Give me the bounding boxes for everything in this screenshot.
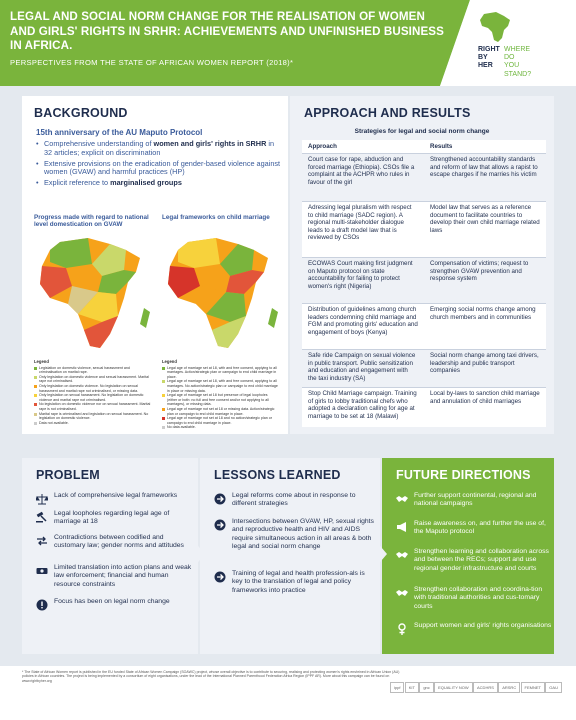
partner-logo: EQUALITY NOW	[434, 682, 473, 693]
chevron-right-icon	[193, 540, 205, 568]
background-bullet: • Explicit reference to marginalised groups	[36, 179, 284, 188]
legend-item: Legal age of marriage set at 18, with and free consent, applying to all marriages. No action/strategic plan or campaign to end child marriage in place or missing data.	[162, 379, 278, 393]
table-row: Safe ride Campaign on sexual violence in public transport. Public sensitization and education and engagement with the taxi industry (SA) Social norm change among taxi drivers, leadership and public transport companies	[302, 349, 546, 387]
problem-item: Legal loopholes regarding legal age of marriage at 18	[36, 510, 196, 527]
page-title: LEGAL AND SOCIAL NORM CHANGE FOR THE REALISATION OF WOMEN AND GIRLS' RIGHTS IN SRHR: ACHIEVEMENTS AND UNFINISHED BUSINESS IN AFRICA.	[10, 10, 444, 52]
partner-logo: gnc	[419, 682, 433, 693]
scales-icon	[36, 493, 48, 505]
background-bullets	[36, 140, 284, 190]
lessons-item: Training of legal and health profession-als is key to the translation of legal and policy frameworks into practice	[214, 570, 374, 595]
arrow-right-icon	[214, 571, 226, 583]
right-by-her-logo	[470, 10, 570, 82]
partner-logos	[390, 680, 562, 694]
future-item: Further support continental, regional and national campaigns	[396, 492, 556, 509]
footer	[0, 666, 576, 720]
lessons-panel	[200, 458, 380, 654]
problem-item: Contradictions between codified and customary law; gender norms and attitudes	[36, 534, 196, 551]
logo-word-6: YOU	[504, 62, 520, 70]
legend-item: Legal age of marriage not set at 18 and no action/strategic plan or campaign to end child marriage in place.	[162, 416, 278, 425]
map1-title: Progress made with regard to national level domestication on GVAW	[34, 214, 149, 229]
gvaw-map	[32, 236, 156, 354]
page-subtitle: PERSPECTIVES FROM THE STATE OF AFRICAN WOMEN REPORT (2018)*	[10, 57, 294, 67]
logo-word-3: HER	[478, 62, 493, 70]
handshake-icon	[396, 493, 408, 505]
problem-panel	[22, 458, 198, 654]
logo-word-2: BY	[478, 54, 488, 62]
problem-item: Focus has been on legal norm change	[36, 598, 196, 611]
partner-logo: ARSRC	[498, 682, 520, 693]
money-icon	[36, 565, 48, 577]
arrow-right-icon	[214, 493, 226, 505]
lessons-item: Legal reforms come about in response to different strategies	[214, 492, 374, 509]
footnote: * The State of African Women report is published in the EU funded State of African Women Campaign (SOAWC) project, whose overall objective is to contribute to securing, realising and protecting women's rights enshrined in African Union (AU) policies in African countries. The project is being implemented by a consortium of eight organisations, under the lead of the International Planned Parenthood Federation Africa Region (IPPF AR). More about this campaign can be found on www.rightbyher.org	[22, 670, 400, 683]
gavel-icon	[36, 511, 48, 523]
strategies-table	[302, 140, 546, 427]
future-item: Strengthen collaboration and coordina-tion with traditional authorities and cus-tomary courts	[396, 586, 556, 611]
legend-item: Data not available.	[34, 421, 152, 426]
background-bullet: • Comprehensive understanding of women and girls' rights in SRHR in 32 articles; explicit on discrimination	[36, 140, 284, 158]
col-results: Results	[430, 143, 453, 150]
logo-word-4: WHERE	[504, 46, 531, 53]
arrow-right-icon	[214, 519, 226, 531]
background-panel	[22, 96, 288, 434]
legend-item: Marital rape is criminalised and legislation on sexual harassment. No legislation on domestic violence.	[34, 412, 152, 421]
partner-logo: ippf	[390, 682, 404, 693]
lessons-title: LESSONS LEARNED	[214, 468, 341, 482]
partner-logo: OAU	[545, 682, 562, 693]
logo-word-5: DO	[504, 54, 515, 62]
legend-item: Legal age of marriage set at 18, with and free consent, applying to all marriages. Action/strategic plan or campaign to end child marriage in place.	[162, 366, 278, 380]
background-title: BACKGROUND	[34, 106, 128, 120]
approach-panel	[290, 96, 554, 434]
problem-title: PROBLEM	[36, 468, 100, 482]
future-panel	[382, 458, 554, 654]
future-item: Support women and girls' rights organisations	[396, 622, 556, 635]
legend-item: Legislation on domestic violence, sexual harassment and criminalisation on marital rape.	[34, 366, 152, 375]
table-row: Stop Child Marriage campaign. Training of girls to lobby traditional chefs who adopted a declaration calling for age at marriage to be set at 18 (Malawi) Local by-laws to sanction child marriage and annulation of child marriages	[302, 387, 546, 427]
legend-item: No legislation on domestic violence nor on sexual harassment. Marital rape is not criminalised.	[34, 402, 152, 411]
africa-logo-icon	[478, 10, 514, 44]
table-row: Court case for rape, abduction and forced marriage (Ethiopia). CSOs file a complaint at the ACHPR who rules in favour of the girl Strengthened accountability standards and reform of law that allows a rapist to escape charges if he marries his victim	[302, 153, 546, 201]
table-row: Distribution of guidelines among church leaders condemning child marriage and FGM and promoting girls' education and engagement of boys (Kenya) Emerging social norms change among church members and in communities	[302, 303, 546, 349]
megaphone-icon	[396, 521, 408, 533]
table-header	[302, 140, 546, 153]
legend-item: Only legislation on domestic violence. No legislation on sexual harassment and marital rape not criminalised, or missing data.	[34, 384, 152, 393]
arrows-icon	[36, 535, 48, 547]
legend-item: Only legislation on sexual harassment. No legislation on domestic violence and marital rape not criminalised.	[34, 393, 152, 402]
background-subtitle: 15th anniversary of the AU Maputo Protocol	[36, 128, 203, 137]
legend-item: Only legislation on domestic violence and sexual harassment. Marital rape not criminalised.	[34, 375, 152, 384]
legend-item: Legal age of marriage not set at 18 or missing data. Action/strategic plan or campaign to end child marriage in place.	[162, 407, 278, 416]
child-marriage-map	[160, 236, 284, 354]
logo-word-7: STAND?	[504, 70, 532, 78]
map1-legend: Legend Legislation on domestic violence, sexual harassment and criminalisation on marital rape. Only legislation on domestic violence and sexual harassment. Marital rape not criminalised. Only legislation on domestic violence. No legislation on sexual harassment and marital rape not criminalised, or missing data. Only legislation on sexual harassment. No legislation on domestic violence and marital rape not criminalised. No legislation on domestic violence nor on sexual harassment. Marital rape is not criminalised. Marital rape is criminalised and legislation on sexual harassment. No legislation on domestic violence. Data not available.	[34, 359, 151, 425]
approach-title: APPROACH AND RESULTS	[304, 106, 471, 120]
problem-item: Limited translation into action plans and weak law enforcement; financial and human resource constraints	[36, 564, 196, 589]
col-approach: Approach	[308, 143, 337, 150]
future-item: Strengthen learning and collaboration across and between the RECs; support and use regional gender infrastructure and courts	[396, 548, 556, 573]
legend-item: No data available.	[162, 425, 278, 430]
header	[0, 0, 576, 86]
lessons-item: Intersections between GVAW, HP, sexual rights and reproductive health and HIV and AIDS require simultaneous action in all areas & both legal and social norm change	[214, 518, 374, 552]
handshake-icon	[396, 549, 408, 561]
table-row: Adressing legal pluralism with respect to child marriage (SADC region). A regional multi-stakeholder dialogue leads to a draft model law that is reviewed by CSOs Model law that serves as a reference document to facilitate countries to develop their own child marriage related laws	[302, 201, 546, 257]
map2-title: Legal frameworks on child marriage	[162, 214, 270, 221]
handshake-icon	[396, 587, 408, 599]
map2-legend: Legend Legal age of marriage set at 18, with and free consent, applying to all marriages. Action/strategic plan or campaign to end child marriage in place. Legal age of marriage set at 18, with and free consent, applying to all marriages. No action/strategic plan or campaign to end child marriage in place or missing data. Legal age of marriage set at 18 but presence of legal loopholes (either or both: no full and free consent and/or not applying to all marriages), or missing data. Legal age of marriage not set at 18 or missing data. Action/strategic plan or campaign to end child marriage in place. Legal age of marriage not set at 18 and no action/strategic plan or campaign to end child marriage in place. No data available.	[162, 359, 278, 430]
female-icon	[396, 623, 408, 635]
problem-item: Lack of comprehensive legal frameworks	[36, 492, 196, 505]
chevron-right-icon	[375, 540, 387, 568]
legend-item: Legal age of marriage set at 18 but presence of legal loopholes (either or both: no full and free consent and/or not applying to all marriages), or missing data.	[162, 393, 278, 407]
table-row: ECOWAS Court making first judgment on Maputo protocol on state accountability for failing to protect women's right (Nigeria) Compensation of victims; request to strengthen GVAW prevention and response system	[302, 257, 546, 303]
partner-logo: FEMNET	[521, 682, 545, 693]
table-title: Strategies for legal and social norm change	[354, 128, 490, 135]
future-item: Raise awareness on, and further the use of, the Maputo protocol	[396, 520, 556, 537]
background-bullet: • Extensive provisions on the eradication of gender-based violence against women (GVAW) and harmful practices (HP)	[36, 160, 284, 178]
logo-word-1: RIGHT	[478, 46, 500, 53]
partner-logo: ACDHRS	[473, 682, 498, 693]
future-title: FUTURE DIRECTIONS	[396, 468, 531, 482]
alert-icon	[36, 599, 48, 611]
partner-logo: KIT	[405, 682, 419, 693]
